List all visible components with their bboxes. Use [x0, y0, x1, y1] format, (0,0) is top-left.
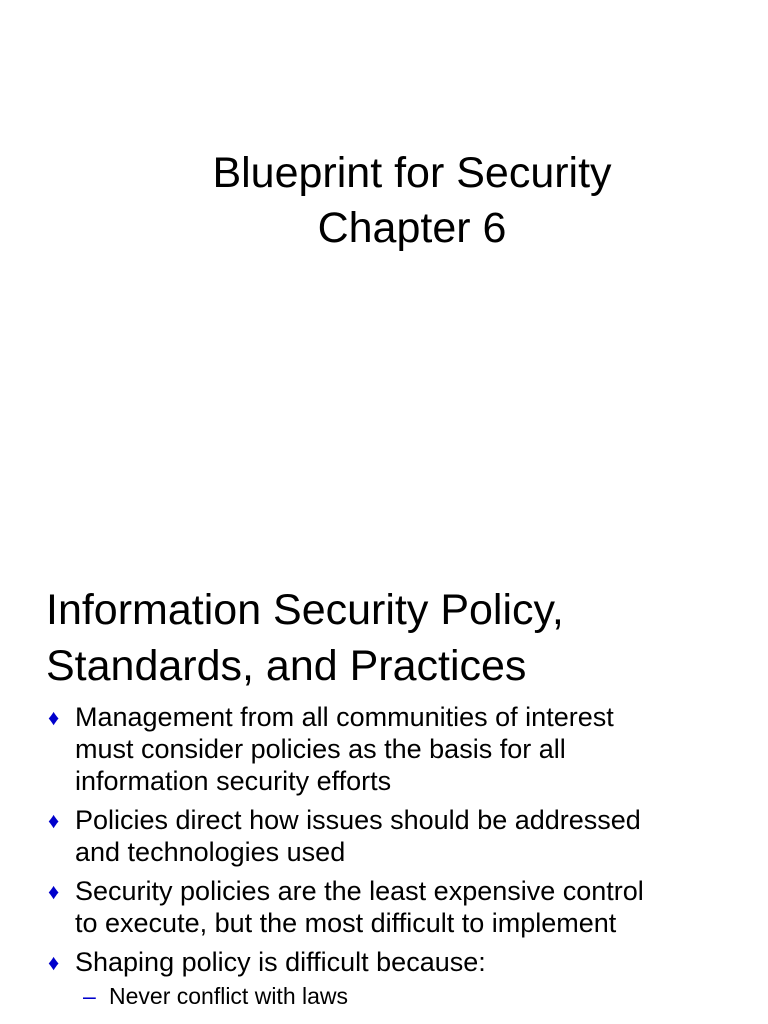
diamond-bullet-icon: ♦ — [48, 950, 60, 975]
slide-heading-line: Information Security Policy, — [46, 586, 564, 634]
bullet-item — [48, 701, 758, 797]
bullet-text-line: and technologies used — [75, 837, 346, 867]
bullet-item — [48, 946, 758, 1010]
dash-bullet-icon: – — [83, 983, 96, 1009]
bullet-text-line: Policies direct how issues should be addressed — [75, 805, 641, 835]
diamond-bullet-icon: ♦ — [48, 879, 60, 904]
sub-bullet-text: Never conflict with laws — [109, 983, 349, 1009]
diamond-bullet-icon: ♦ — [48, 705, 60, 730]
bullet-text-line: to execute, but the most difficult to implement — [75, 908, 617, 938]
slide-title-chapter — [0, 146, 768, 256]
slide-heading — [46, 582, 564, 694]
bullet-text-line: must consider policies as the basis for all — [75, 734, 566, 764]
slide-title-line: Blueprint for Security — [212, 149, 612, 197]
slide-heading-line: Standards, and Practices — [46, 642, 527, 690]
diamond-bullet-icon: ♦ — [48, 808, 60, 833]
bullet-text-line: Shaping policy is difficult because: — [75, 947, 486, 977]
bullet-item — [48, 804, 758, 868]
bullet-item — [48, 875, 758, 939]
sub-bullet-list — [75, 982, 758, 1010]
bullet-list — [48, 701, 758, 1017]
slide-title-line: Chapter 6 — [317, 204, 507, 252]
bullet-text-line: Security policies are the least expensive control — [75, 876, 644, 906]
bullet-text-line: information security efforts — [75, 766, 392, 796]
bullet-text-line: Management from all communities of interest — [75, 702, 614, 732]
sub-bullet-item — [75, 982, 758, 1010]
